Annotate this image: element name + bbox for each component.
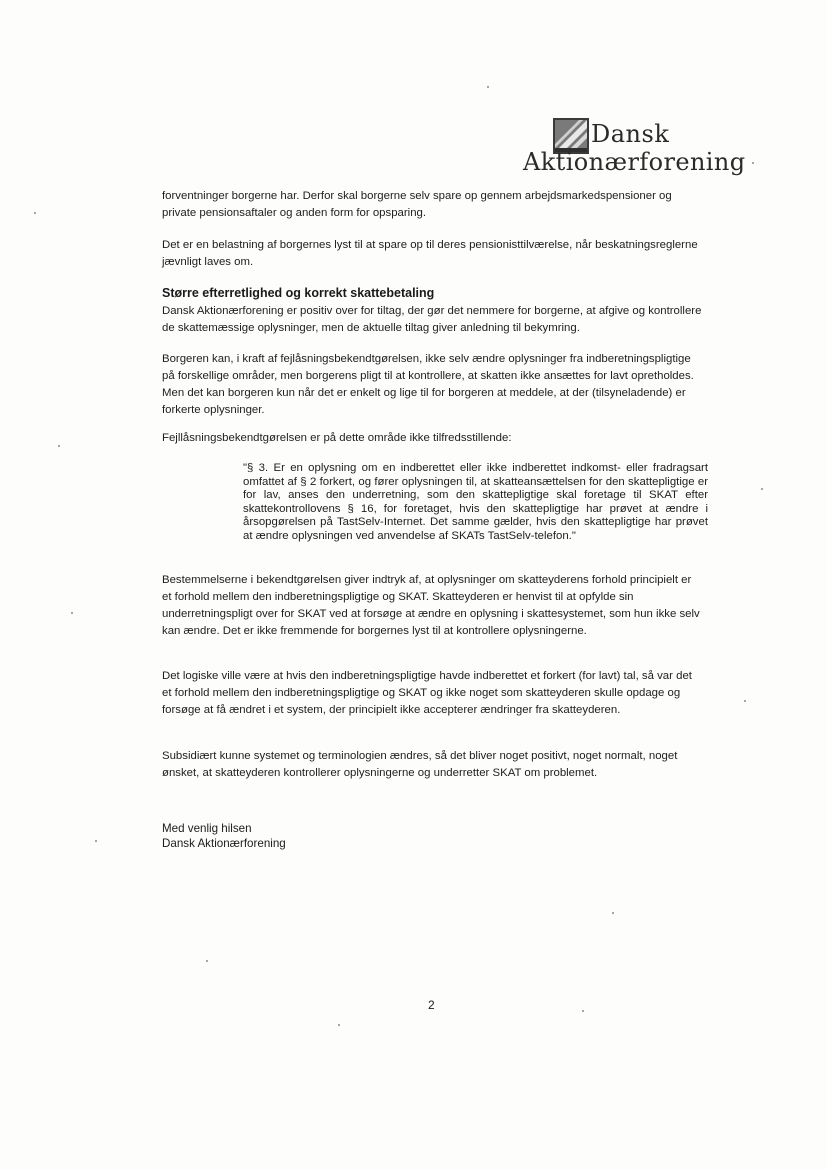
scan-speck: [744, 700, 746, 702]
paragraph-alternative: Subsidiært kunne systemet og terminologien ændres, så det bliver noget positivt, noget normalt, noget ønsket, at skatteyderen kontrollerer oplysningerne og underretter SKAT om problemet.: [162, 750, 678, 779]
organization-logo: [523, 116, 746, 180]
paragraph-logical-approach: Det logiske ville være at hvis den indberetningspligtige havde indberettet et forkert (for lavt) tal, så var det et forhold mellem den indberetningspligtige og SKAT og ikke noget som skatteyderen skulle opdage og forsøge at få ændret i et system, der principielt ikke accepterer ændringer fra skatteyderen.: [162, 670, 692, 716]
signoff-sender: Dansk Aktionærforening: [162, 837, 286, 850]
page-number: 2: [428, 998, 435, 1012]
signoff-greeting: Med venlig hilsen: [162, 822, 252, 835]
paragraph-pension-savings: forventninger borgerne har. Derfor skal borgerne selv spare op gennem arbejdsmarkedspensioner og private pensionsaftaler og anden form for opsparing.: [162, 190, 672, 219]
scan-speck: [338, 1024, 340, 1026]
scan-speck: [206, 960, 208, 962]
legal-quote: "§ 3. Er en oplysning om en indberettet eller ikke indberettet indkomst- eller fradragsart omfattet af § 2 forkert, og fører oplysningen til, at skatteansættelsen for den skattepligtige er for lav, anses den underretning, som den skattepligtige skal foretage til SKAT efter skattekontrollovens § 16, for foretaget, hvis den skattepligtige har prøvet at ændre i årsopgørelsen på TastSelv-Internet. Det samme gælder, hvis den skattepligtige har prøvet at ændre oplysningen ved anvendelse af SKATs TastSelv-telefon.": [243, 462, 708, 542]
logo-text-line1: Dansk: [591, 120, 670, 148]
paragraph-positive-attitude: Dansk Aktionærforening er positiv over for tiltag, der gør det nemmere for borgerne, at afgive og kontrollere de skattemæssige oplysninger, men de aktuelle tiltag giver anledning til bekymring.: [162, 305, 702, 334]
scan-speck: [582, 1010, 584, 1012]
scan-speck: [95, 840, 97, 842]
paragraph-citizen-duty: Borgeren kan, i kraft af fejlåsningsbekendtgørelsen, ikke selv ændre oplysninger fra indberetningspligtige på forskellige områder, men borgerens pligt til at kontrollere, at skatten ikke ansættes for lavt opretholdes. Men det kan borgeren kun når det er enkelt og lige til for borgeren at meddele, at der (tilsyneladende) er forkerte oplysninger.: [162, 353, 694, 416]
scan-speck: [58, 445, 60, 447]
scan-speck: [34, 212, 36, 214]
paragraph-savings-burden: Det er en belastning af borgernes lyst til at spare op til deres pensionisttilværelse, når beskatningsreglerne jævnligt laves om.: [162, 239, 698, 268]
scan-speck: [752, 162, 754, 164]
paragraph-regulation-intro: Fejllåsningsbekendtgørelsen er på dette område ikke tilfredsstillende:: [162, 432, 512, 444]
scan-speck: [487, 86, 489, 88]
scan-speck: [761, 488, 763, 490]
paragraph-provisions: Bestemmelserne i bekendtgørelsen giver indtryk af, at oplysninger om skatteyderens forhold principielt er et forhold mellem den indberetningspligtige og SKAT. Skatteyderen er henvist til at opfylde sin underretningspligt over for SKAT ved at forsøge at ændre en oplysning i skattesystemet, som hun ikke selv kan ændre. Det er ikke fremmende for borgernes lyst til at kontrollere oplysningerne.: [162, 574, 700, 637]
section-heading: Større efterretlighed og korrekt skattebetaling: [162, 286, 435, 300]
scan-speck: [71, 612, 73, 614]
scan-speck: [612, 912, 614, 914]
logo-text-line2: Aktionærforening: [523, 148, 746, 176]
signoff: [162, 821, 286, 851]
